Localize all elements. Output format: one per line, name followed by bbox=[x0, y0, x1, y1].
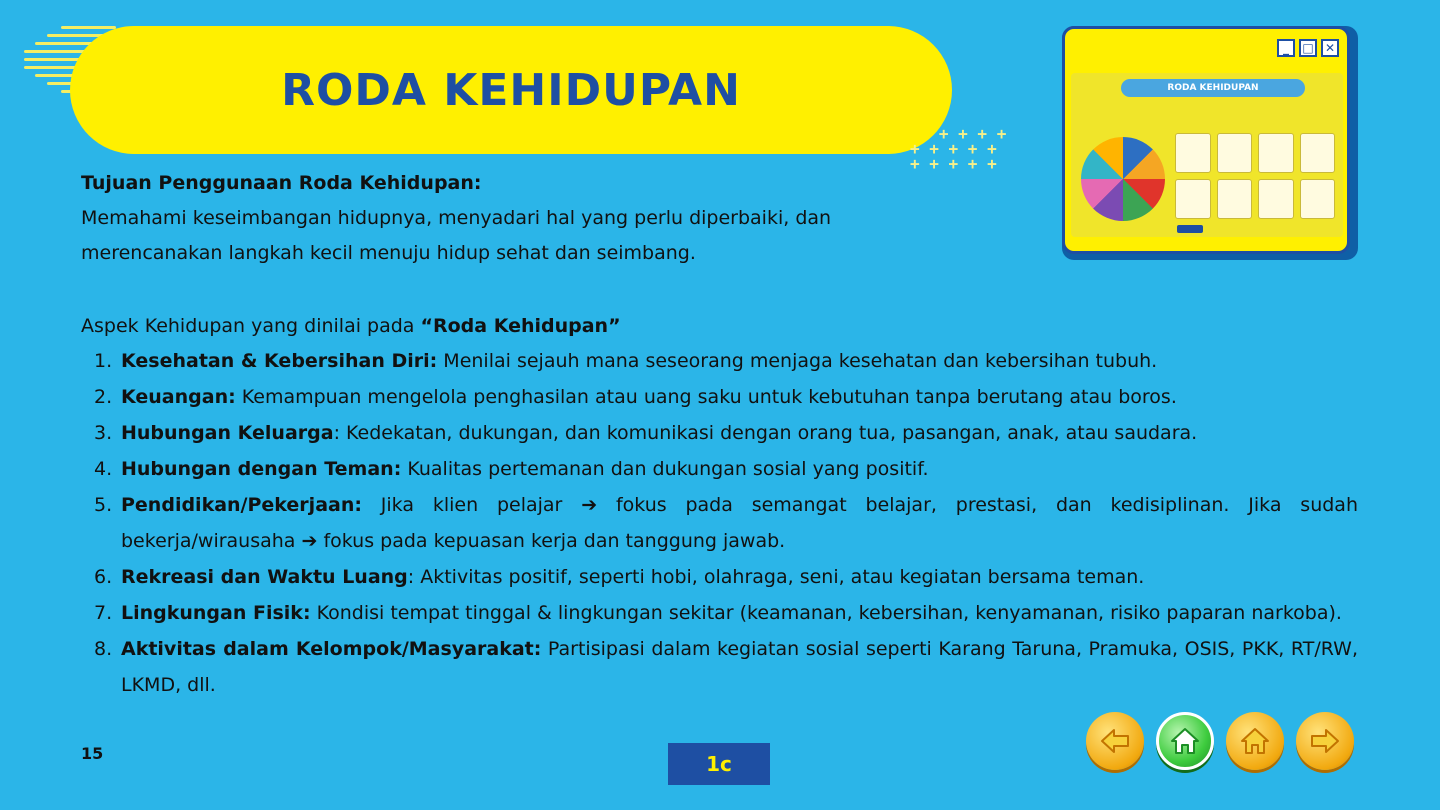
list-item-body bbox=[121, 415, 1358, 451]
preview-title: RODA KEHIDUPAN bbox=[1121, 79, 1305, 97]
close-icon: ✕ bbox=[1321, 39, 1339, 57]
preview-card bbox=[1217, 133, 1253, 173]
intro-line-1: Memahami keseimbangan hidupnya, menyadari hal yang perlu diperbaiki, dan bbox=[81, 207, 832, 229]
list-item-text: Jika klien pelajar ➔ fokus pada semangat belajar, prestasi, dan kedisiplinan. Jika sudah bekerja/wirausaha ➔ fokus pada kepuasan kerja dan tanggung jawab. bbox=[121, 494, 1358, 552]
list-item-number: 5. bbox=[94, 494, 113, 516]
page-title: RODA KEHIDUPAN bbox=[281, 64, 741, 116]
preview-card bbox=[1258, 179, 1294, 219]
prev-button[interactable] bbox=[1086, 712, 1144, 770]
list-item-number: 6. bbox=[94, 566, 113, 588]
preview-card bbox=[1300, 179, 1336, 219]
list-item bbox=[94, 343, 1358, 379]
preview-screen bbox=[1071, 73, 1343, 237]
arrow-right-icon bbox=[1308, 724, 1342, 758]
list-item-text: Kualitas pertemanan dan dukungan sosial yang positif. bbox=[401, 458, 929, 480]
list-item-label: Kesehatan & Kebersihan Diri: bbox=[121, 350, 438, 372]
list-item-number: 4. bbox=[94, 458, 113, 480]
preview-window bbox=[1062, 26, 1350, 254]
list-item bbox=[94, 559, 1358, 595]
preview-card bbox=[1300, 133, 1336, 173]
maximize-icon: □ bbox=[1299, 39, 1317, 57]
list-item-number: 7. bbox=[94, 602, 113, 624]
list-item bbox=[94, 451, 1358, 487]
intro-line-2: merencanakan langkah kecil menuju hidup sehat dan seimbang. bbox=[81, 242, 696, 264]
list-item-number: 3. bbox=[94, 422, 113, 444]
preview-card bbox=[1258, 133, 1294, 173]
list-item-label: Hubungan dengan Teman: bbox=[121, 458, 402, 480]
next-button[interactable] bbox=[1296, 712, 1354, 770]
list-item-label: Keuangan: bbox=[121, 386, 236, 408]
life-wheel-image bbox=[1081, 137, 1165, 221]
aspects-heading-bold: “Roda Kehidupan” bbox=[420, 315, 621, 337]
intro-heading: Tujuan Penggunaan Roda Kehidupan: bbox=[81, 172, 482, 194]
list-item-text: Partisipasi dalam kegiatan sosial seperti Karang Taruna, Pramuka, OSIS, PKK, RT/RW, LKMD, dll. bbox=[121, 638, 1358, 696]
home-icon bbox=[1238, 724, 1272, 758]
minimize-icon: _ bbox=[1277, 39, 1295, 57]
decorative-plus-grid: + + + + + + + + + + + + + + bbox=[910, 124, 1007, 173]
preview-card bbox=[1175, 179, 1211, 219]
list-item bbox=[94, 487, 1358, 559]
list-item-body bbox=[121, 343, 1358, 379]
list-item-body bbox=[121, 487, 1358, 559]
list-item-text: Menilai sejauh mana seseorang menjaga kesehatan dan kebersihan tubuh. bbox=[437, 350, 1158, 372]
window-controls bbox=[1277, 39, 1339, 57]
list-item bbox=[94, 415, 1358, 451]
navigation-buttons bbox=[1086, 712, 1354, 770]
preview-button bbox=[1177, 225, 1203, 233]
aspects-heading bbox=[81, 309, 621, 344]
list-item bbox=[94, 379, 1358, 415]
home-button[interactable] bbox=[1226, 712, 1284, 770]
list-item-body bbox=[121, 451, 1358, 487]
aspects-list bbox=[94, 343, 1358, 703]
list-item-body bbox=[121, 379, 1358, 415]
home-button-green[interactable] bbox=[1156, 712, 1214, 770]
list-item-body bbox=[121, 595, 1358, 631]
list-item-label: Lingkungan Fisik: bbox=[121, 602, 311, 624]
list-item-text: : Aktivitas positif, seperti hobi, olahraga, seni, atau kegiatan bersama teman. bbox=[407, 566, 1145, 588]
page-number: 15 bbox=[81, 744, 104, 763]
list-item-text: Kondisi tempat tinggal & lingkungan sekitar (keamanan, kebersihan, kenyamanan, risiko paparan narkoba). bbox=[310, 602, 1342, 624]
list-item-text: Kemampuan mengelola penghasilan atau uang saku untuk kebutuhan tanpa berutang atau boros. bbox=[235, 386, 1177, 408]
list-item bbox=[94, 595, 1358, 631]
list-item-text: : Kedekatan, dukungan, dan komunikasi dengan orang tua, pasangan, anak, atau saudara. bbox=[333, 422, 1198, 444]
preview-card bbox=[1175, 133, 1211, 173]
list-item bbox=[94, 631, 1358, 703]
list-item-number: 1. bbox=[94, 350, 113, 372]
list-item-label: Rekreasi dan Waktu Luang bbox=[121, 566, 408, 588]
list-item-label: Aktivitas dalam Kelompok/Masyarakat: bbox=[121, 638, 542, 660]
preview-card bbox=[1217, 179, 1253, 219]
aspects-heading-prefix: Aspek Kehidupan yang dinilai pada bbox=[81, 315, 421, 337]
title-banner bbox=[70, 26, 952, 154]
list-item-label: Pendidikan/Pekerjaan: bbox=[121, 494, 362, 516]
arrow-left-icon bbox=[1098, 724, 1132, 758]
intro-section bbox=[81, 166, 1001, 271]
list-item-number: 2. bbox=[94, 386, 113, 408]
list-item-body bbox=[121, 559, 1358, 595]
section-code-badge bbox=[668, 743, 770, 785]
list-item-number: 8. bbox=[94, 638, 113, 660]
list-item-body bbox=[121, 631, 1358, 703]
preview-cards bbox=[1175, 133, 1335, 219]
preview-thumbnail[interactable] bbox=[1062, 26, 1358, 260]
section-code: 1c bbox=[706, 752, 732, 776]
home-icon bbox=[1168, 724, 1202, 758]
list-item-label: Hubungan Keluarga bbox=[121, 422, 334, 444]
